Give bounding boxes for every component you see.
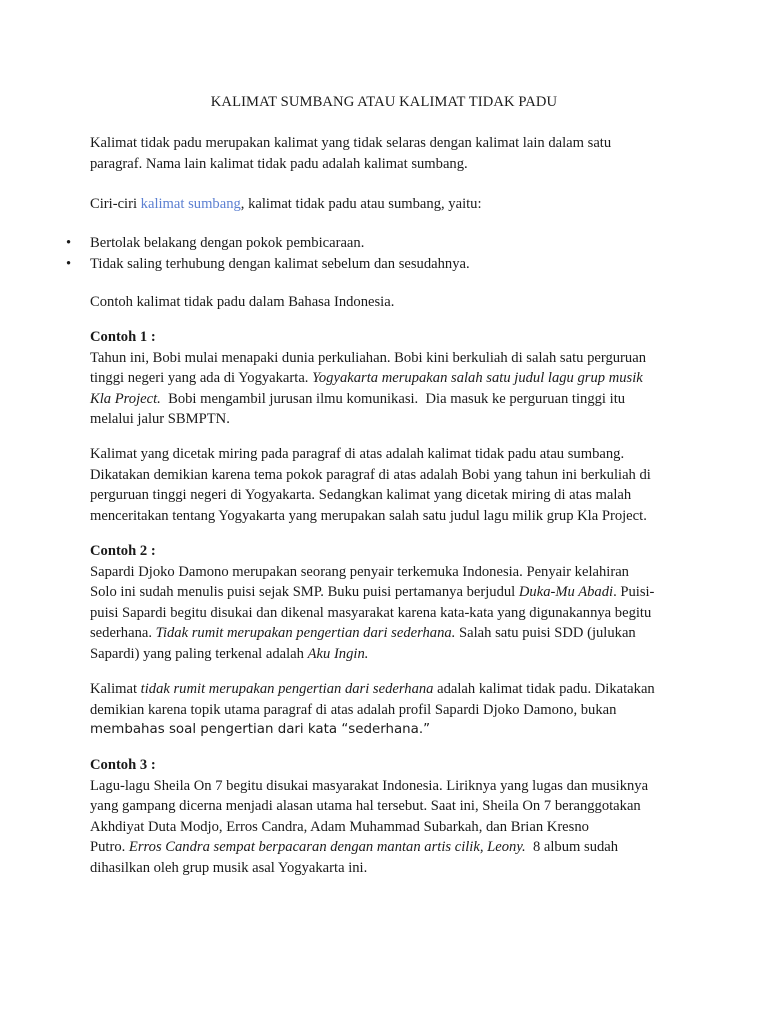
text-line: membahas soal pengertian dari kata “sederhana.” xyxy=(90,722,431,738)
text-line: Tahun ini, Bobi mulai menapaki dunia perkuliahan. Bobi kini berkuliah di salah satu perguruan xyxy=(90,349,646,366)
text-span: tinggi negeri yang ada di Yogyakarta. xyxy=(90,370,313,387)
text-line xyxy=(90,679,690,700)
text-span: 8 album sudah xyxy=(525,839,619,856)
ciri-paragraph xyxy=(90,194,690,215)
bullet-icon: • xyxy=(66,235,72,251)
text-span: Solo ini sudah menulis puisi sejak SMP. Buku puisi pertamanya berjudul xyxy=(90,584,519,601)
bullet-list xyxy=(0,233,700,274)
example-3 xyxy=(90,755,690,879)
text-line: Kalimat tidak padu merupakan kalimat yang tidak selaras dengan kalimat lain dalam satu xyxy=(90,135,612,151)
text-span: Sapardi) yang paling terkenal adalah xyxy=(90,645,308,662)
text-line: dihasilkan oleh grup musik asal Yogyakarta ini. xyxy=(90,859,368,876)
text-span: Kalimat xyxy=(90,681,141,697)
italic-span: Erros Candra sempat berpacaran dengan mantan artis cilik, Leony. xyxy=(128,839,526,856)
list-item-text: Tidak saling terhubung dengan kalimat sebelum dan sesudahnya. xyxy=(90,255,470,272)
italic-span: Duka-Mu Abadi xyxy=(518,584,614,601)
text-line xyxy=(90,368,690,389)
bullet-icon: • xyxy=(66,255,72,272)
example-1 xyxy=(90,327,690,430)
text-line: Lagu-lagu Sheila On 7 begitu disukai masyarakat Indonesia. Liriknya yang lugas dan musiknya xyxy=(90,777,649,794)
list-item xyxy=(0,233,700,254)
text-line: Akhdiyat Duta Modjo, Erros Candra, Adam Muhammad Subarkah, dan Brian Kresno xyxy=(90,818,589,835)
text-line: perguruan tinggi negeri di Yogyakarta. Sedangkan kalimat yang dicetak miring di atas malah xyxy=(90,487,632,504)
italic-span: Yogyakarta merupakan salah satu judul lagu grup musik xyxy=(312,370,643,387)
example-heading: Contoh 2 : xyxy=(90,543,156,559)
italic-span: Aku Ingin. xyxy=(307,645,369,662)
list-item-text: Bertolak belakang dengan pokok pembicaraan. xyxy=(90,235,365,251)
text-span: . Puisi- xyxy=(613,584,655,601)
intro-paragraph xyxy=(90,133,690,174)
page-title: KALIMAT SUMBANG ATAU KALIMAT TIDAK PADU xyxy=(210,94,558,110)
kalimat-sumbang-link[interactable]: kalimat sumbang xyxy=(140,196,241,212)
text-line: melalui jalur SBMPTN. xyxy=(90,411,230,428)
example-heading: Contoh 1 : xyxy=(90,329,156,345)
text-span: , kalimat tidak padu atau sumbang, yaitu: xyxy=(240,196,482,212)
text-line: Sapardi Djoko Damono merupakan seorang penyair terkemuka Indonesia. Penyair kelahiran xyxy=(90,563,629,580)
text-span: Ciri-ciri xyxy=(90,196,141,212)
text-line: Dikatakan demikian karena tema pokok paragraf di atas adalah Bobi yang tahun ini berkuliah di xyxy=(90,466,651,483)
italic-span: Kla Project. xyxy=(90,390,161,407)
text-line: demikian karena topik utama paragraf di atas adalah profil Sapardi Djoko Damono, bukan xyxy=(90,701,617,718)
text-line: puisi Sapardi begitu disukai dan dikenal masyarakat karena kata-kata yang digunakannya begitu xyxy=(90,604,652,621)
text-span: Putro. xyxy=(90,839,129,856)
explanation-1 xyxy=(90,444,690,526)
example-2 xyxy=(90,541,690,665)
text-line: Kalimat yang dicetak miring pada paragraf di atas adalah kalimat tidak padu atau sumbang. xyxy=(90,446,625,462)
text-line: paragraf. Nama lain kalimat tidak padu adalah kalimat sumbang. xyxy=(90,155,468,172)
text-span: Bobi mengambil jurusan ilmu komunikasi. Dia masuk ke perguruan tinggi itu xyxy=(160,390,626,407)
text-line xyxy=(90,644,690,665)
italic-span: Tidak rumit merupakan pengertian dari sederhana. xyxy=(155,625,456,642)
text-line xyxy=(90,837,690,858)
text-span: Salah satu puisi SDD (julukan xyxy=(455,625,636,642)
text-span: adalah kalimat tidak padu. Dikatakan xyxy=(433,681,655,697)
example-heading: Contoh 3 : xyxy=(90,757,156,773)
list-item xyxy=(0,254,700,275)
text-line: yang gampang dicerna menjadi alasan utama hal tersebut. Saat ini, Sheila On 7 beranggotakan xyxy=(90,798,641,815)
contoh-intro: Contoh kalimat tidak padu dalam Bahasa Indonesia. xyxy=(90,294,395,310)
text-span: sederhana. xyxy=(90,625,156,642)
text-line xyxy=(90,623,690,644)
italic-span: tidak rumit merupakan pengertian dari sederhana xyxy=(140,681,434,697)
explanation-2 xyxy=(90,679,690,741)
text-line: menceritakan tentang Yogyakarta yang merupakan salah satu judul lagu milik grup Kla Project. xyxy=(90,507,647,524)
text-line xyxy=(90,582,690,603)
text-line xyxy=(90,389,690,410)
